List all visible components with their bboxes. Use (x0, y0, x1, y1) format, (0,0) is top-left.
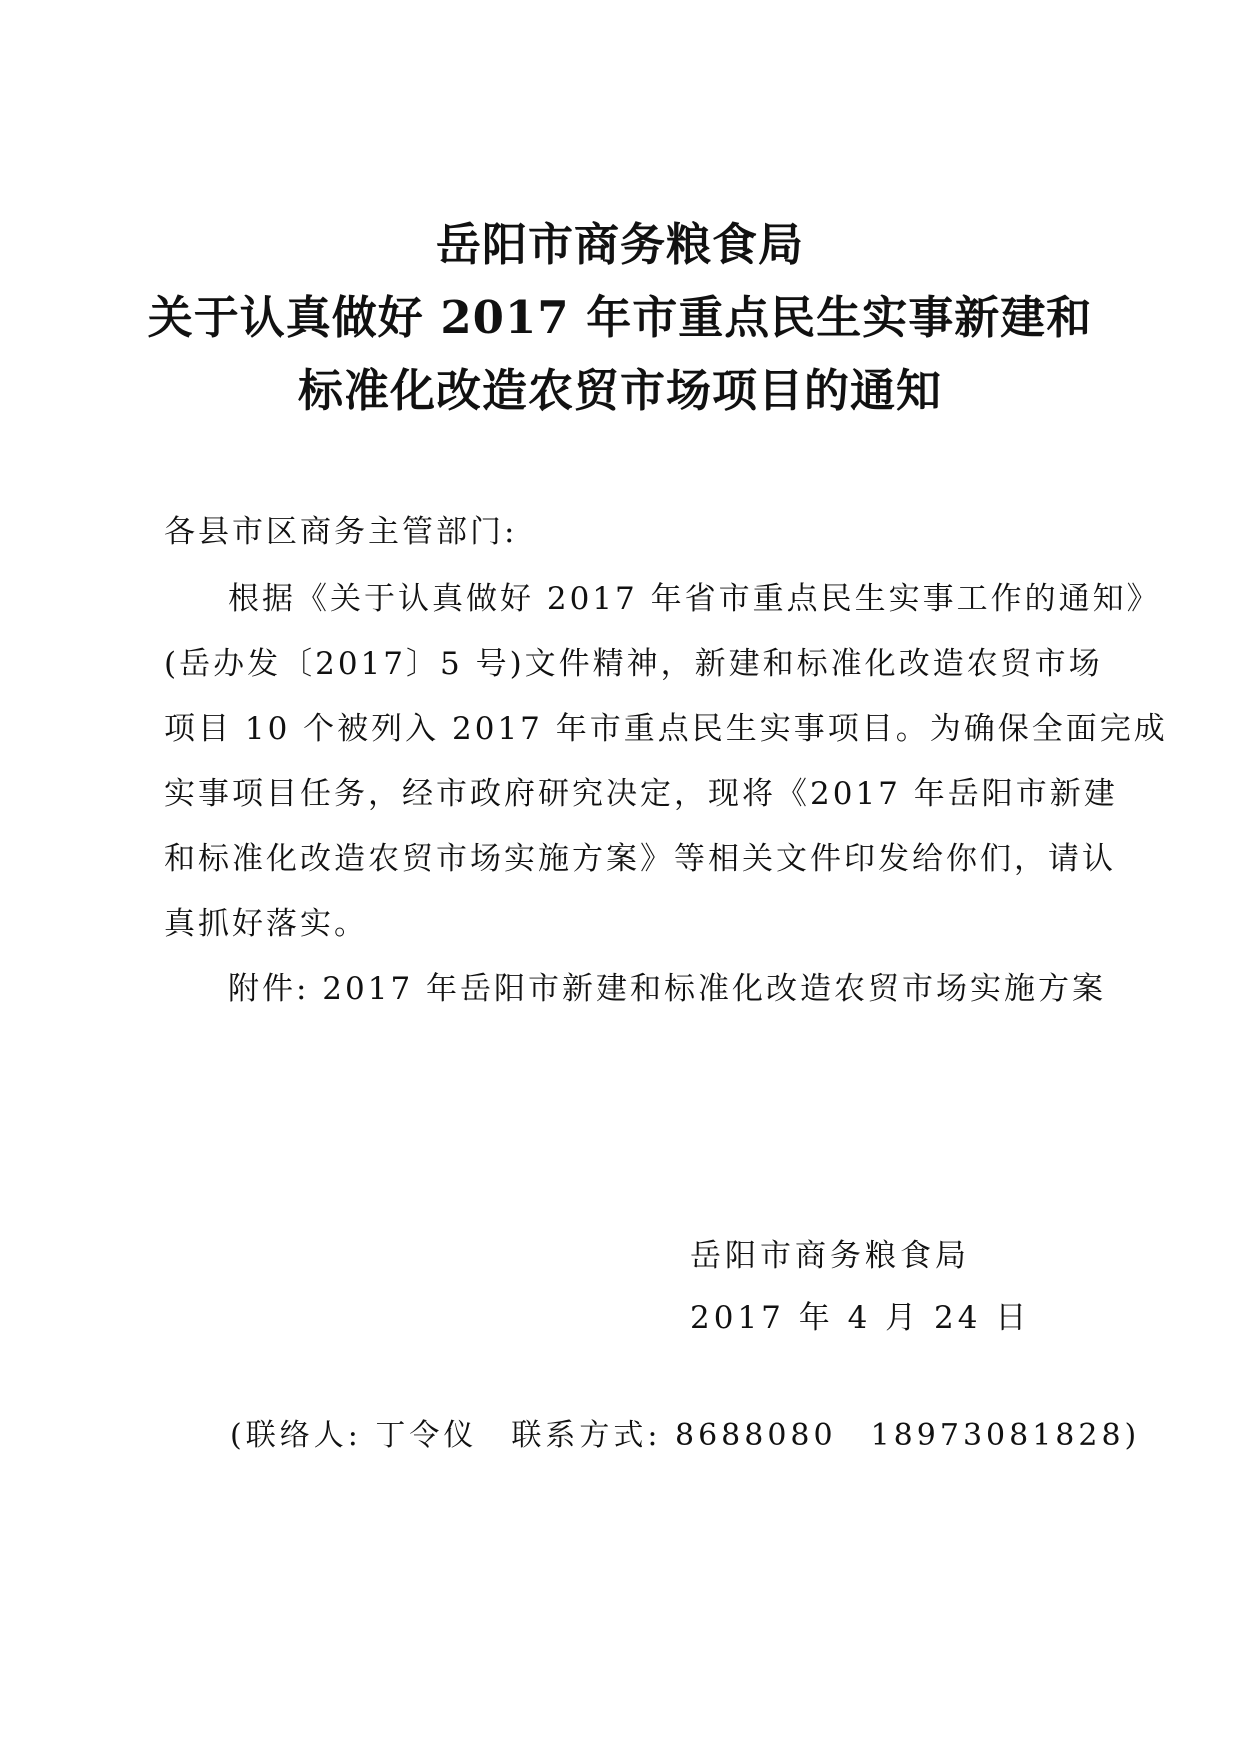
body-line-4: 实事项目任务，经市政府研究决定，现将《2017 年岳阳市新建 (164, 776, 1118, 812)
signature-organization: 岳阳市商务粮食局 (690, 1238, 970, 1274)
title-line-3: 标准化改造农贸市场项目的通知 (297, 364, 942, 417)
body-line-5: 和标准化改造农贸市场实施方案》等相关文件印发给你们，请认 (164, 841, 1116, 877)
document-title (0, 208, 1240, 427)
body-line-2: (岳办发〔2017〕5 号)文件精神，新建和标准化改造农贸市场 (164, 646, 1103, 682)
contact-info: (联络人: 丁令仪 联系方式: 8688080 18973081828) (230, 1418, 1141, 1453)
addressee: 各县市区商务主管部门: (164, 514, 518, 550)
title-line-2: 关于认真做好 2017 年市重点民生实事新建和 (147, 291, 1093, 344)
signature-date: 2017 年 4 月 24 日 (690, 1300, 1031, 1336)
attachment-note: 附件: 2017 年岳阳市新建和标准化改造农贸市场实施方案 (228, 971, 1107, 1007)
body-line-3: 项目 10 个被列入 2017 年市重点民生实事项目。为确保全面完成 (164, 711, 1168, 747)
body-paragraph (164, 567, 1168, 957)
body-line-6: 真抓好落实。 (164, 906, 368, 942)
title-line-1: 岳阳市商务粮食局 (435, 218, 804, 271)
body-line-1: 根据《关于认真做好 2017 年省市重点民生实事工作的通知》 (228, 581, 1161, 617)
